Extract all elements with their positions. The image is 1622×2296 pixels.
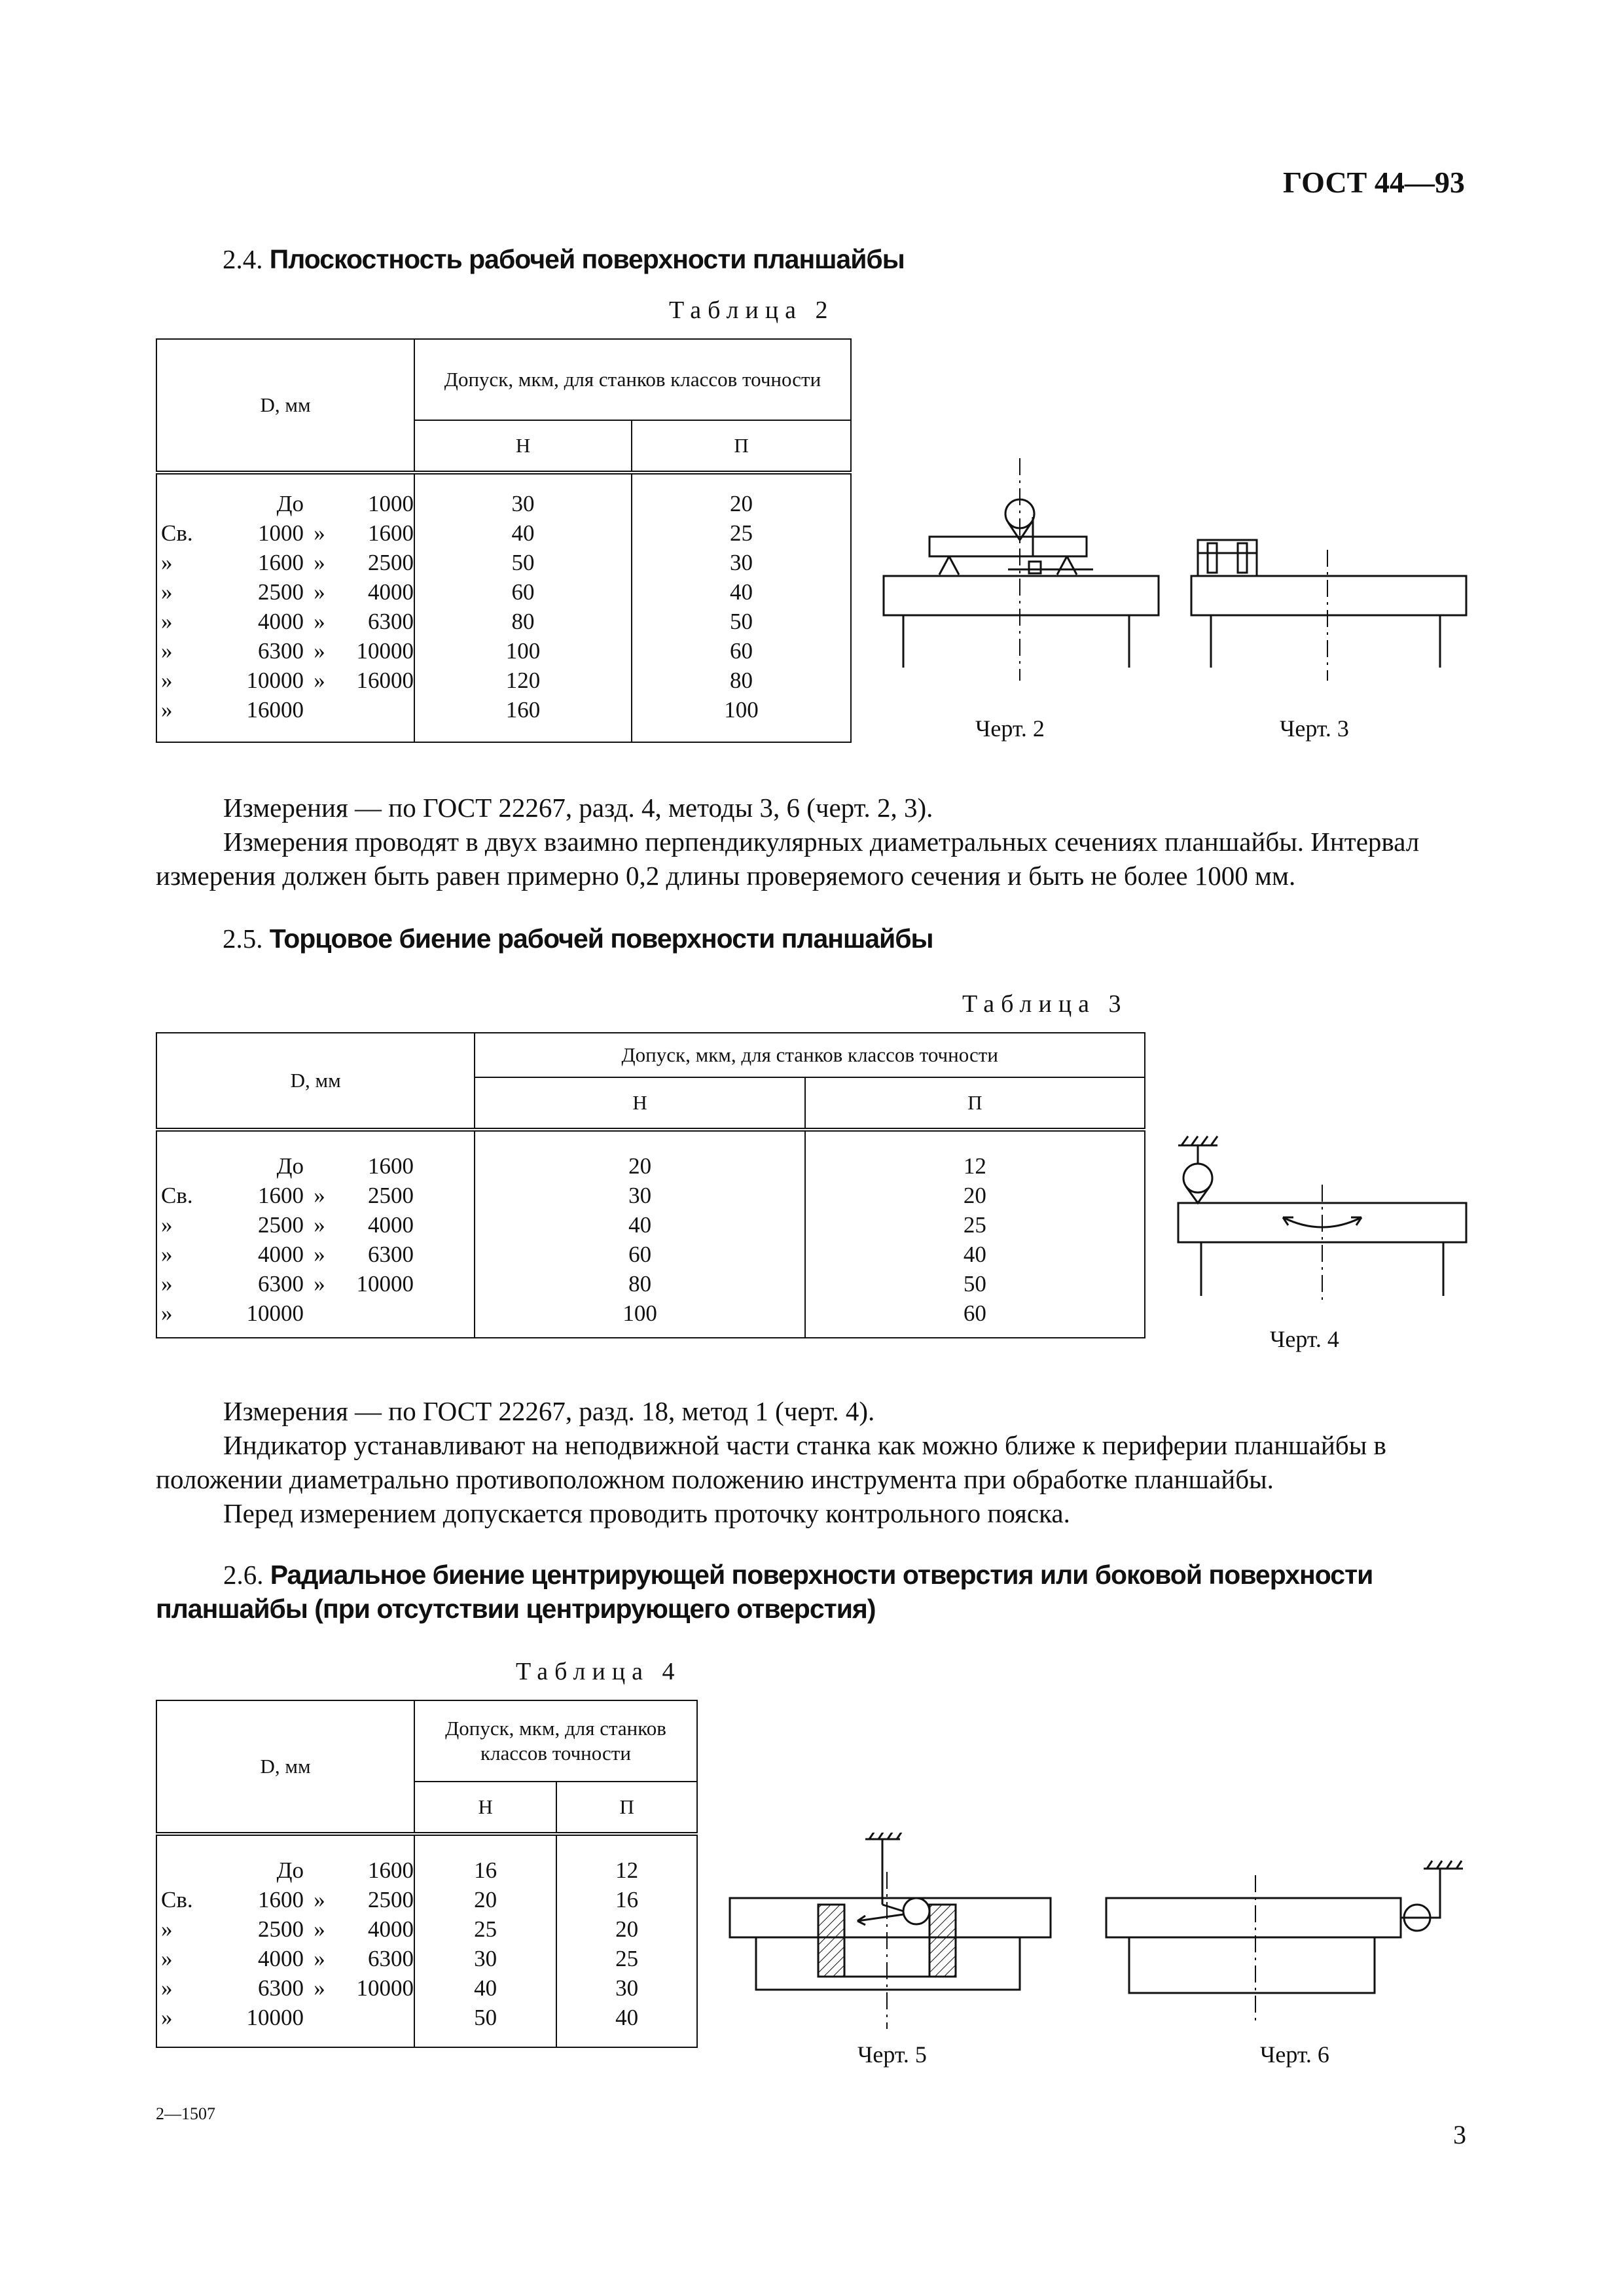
- range-row: » 2500 » 4000: [161, 579, 414, 605]
- page-number: 3: [1453, 2120, 1466, 2149]
- col-header-diameter-text: D, мм: [260, 393, 311, 416]
- range-row: » 10000: [161, 2004, 304, 2030]
- footer-code: 2—1507: [156, 2104, 215, 2123]
- col-header-tolerance-text: Допуск, мкм, для станков классов точности: [444, 368, 821, 391]
- diameter-ranges: [156, 1130, 475, 1338]
- values-class-p: 12 16 20 25 30 40: [556, 1834, 697, 2047]
- col-header-tolerance: [414, 339, 851, 420]
- range-row: » 6300 » 10000: [161, 1270, 414, 1297]
- range-row: » 10000 » 16000: [161, 667, 414, 693]
- col-header-class-h: Н: [414, 420, 632, 473]
- figure-5-caption: Черт. 5: [857, 2041, 927, 2068]
- col-header-diameter: D, мм: [156, 1033, 475, 1130]
- pre-measurement-note: Перед измерением допускается проводить проточку контрольного пояска.: [223, 1498, 1070, 1528]
- range-row: » 10000: [161, 1300, 304, 1326]
- measurement-reference: Измерения — по ГОСТ 22267, разд. 18, метод 1 (черт. 4).: [223, 1396, 875, 1426]
- table-2: [156, 338, 852, 743]
- values-class-h: 20 30 40 60 80 100: [475, 1130, 804, 1338]
- table-2-caption: Таблица 2: [669, 296, 835, 324]
- range-row: Св. 1600 » 2500: [161, 1886, 414, 1912]
- section-2-4-heading: [223, 243, 905, 275]
- range-row: До 1600: [276, 1857, 414, 1883]
- section-number: 2.4.: [223, 244, 263, 274]
- table-3-caption: Таблица 3: [962, 990, 1128, 1018]
- values-class-p: 20 25 30 40 50 60 80 100: [632, 473, 851, 742]
- values-class-p: 12 20 25 40 50 60: [805, 1130, 1145, 1338]
- col-header-class-h: Н: [475, 1077, 804, 1130]
- col-header-class-h: Н: [414, 1782, 556, 1834]
- range-row: До 1000: [276, 490, 414, 516]
- indicator-placement: Индикатор устанавливают на неподвижной части станка как можно ближе к периферии планшайбы в положении диаметрально противоположном положению инструмента при обработке планшайбы.: [156, 1430, 1386, 1494]
- figure-3-drawing: [1185, 530, 1473, 681]
- range-row: » 1600 » 2500: [161, 549, 414, 575]
- range-row: » 16000: [161, 696, 304, 723]
- range-row: » 6300 » 10000: [161, 637, 414, 664]
- document-code: ГОСТ 44—93: [1283, 166, 1465, 199]
- figure-2-drawing: [877, 458, 1165, 681]
- figure-5-drawing: [727, 1833, 1054, 2029]
- table-4: [156, 1700, 698, 2048]
- col-header-class-p: П: [556, 1782, 697, 1834]
- values-class-h: 16 20 25 30 40 50: [414, 1834, 556, 2047]
- range-row: » 4000 » 6300: [161, 1241, 414, 1267]
- range-row: » 4000 » 6300: [161, 1945, 414, 1971]
- section-2-6-heading: [156, 1558, 1471, 1626]
- range-row: До 1600: [276, 1153, 414, 1179]
- range-row: » 4000 » 6300: [161, 608, 414, 634]
- section-2-4-text: [156, 791, 1471, 893]
- section-number: 2.6.: [223, 1560, 264, 1590]
- table-3: [156, 1032, 1145, 1338]
- range-row: Св. 1600 » 2500: [161, 1182, 414, 1208]
- col-header-class-p: П: [805, 1077, 1145, 1130]
- col-header-diameter: [156, 339, 414, 473]
- range-row: » 2500 » 4000: [161, 1211, 414, 1238]
- section-2-5-heading: [223, 923, 933, 954]
- range-row: Св. 1000 » 1600: [161, 520, 414, 546]
- section-title: Плоскостность рабочей поверхности планшайбы: [269, 244, 905, 274]
- col-header-tolerance: Допуск, мкм, для станков классов точности: [475, 1033, 1145, 1077]
- diameter-ranges: [156, 473, 414, 742]
- figure-4-caption: Черт. 4: [1270, 1326, 1339, 1352]
- figure-6-drawing: [1100, 1849, 1473, 2026]
- section-title: Радиальное биение центрирующей поверхности отверстия или боковой поверхности планшайбы (при отсутствии центрирующего отверстия): [156, 1560, 1373, 1624]
- values-class-h: 30 40 50 60 80 100 120 160: [414, 473, 632, 742]
- figure-4-drawing: [1172, 1126, 1473, 1302]
- range-row: » 6300 » 10000: [161, 1975, 414, 2001]
- section-2-5-text: [156, 1394, 1471, 1530]
- diameter-ranges: [156, 1834, 414, 2047]
- figure-6-caption: Черт. 6: [1260, 2041, 1329, 2068]
- figure-3-caption: Черт. 3: [1280, 715, 1349, 742]
- col-header-diameter: D, мм: [156, 1700, 414, 1834]
- measurement-description: Измерения проводят в двух взаимно перпендикулярных диаметральных сечениях планшайбы. Интервал измерения должен быть равен примерно 0,2 длины проверяемого сечения и быть не более 1000 мм.: [156, 827, 1420, 891]
- range-row: » 2500 » 4000: [161, 1916, 414, 1942]
- figure-2-caption: Черт. 2: [975, 715, 1045, 742]
- section-title: Торцовое биение рабочей поверхности планшайбы: [269, 924, 933, 954]
- table-4-caption: Таблица 4: [516, 1658, 681, 1685]
- measurement-reference: Измерения — по ГОСТ 22267, разд. 4, методы 3, 6 (черт. 2, 3).: [223, 793, 933, 823]
- col-header-class-p: П: [632, 420, 851, 473]
- col-header-tolerance: Допуск, мкм, для станков классов точности: [414, 1700, 697, 1782]
- section-number: 2.5.: [223, 924, 263, 954]
